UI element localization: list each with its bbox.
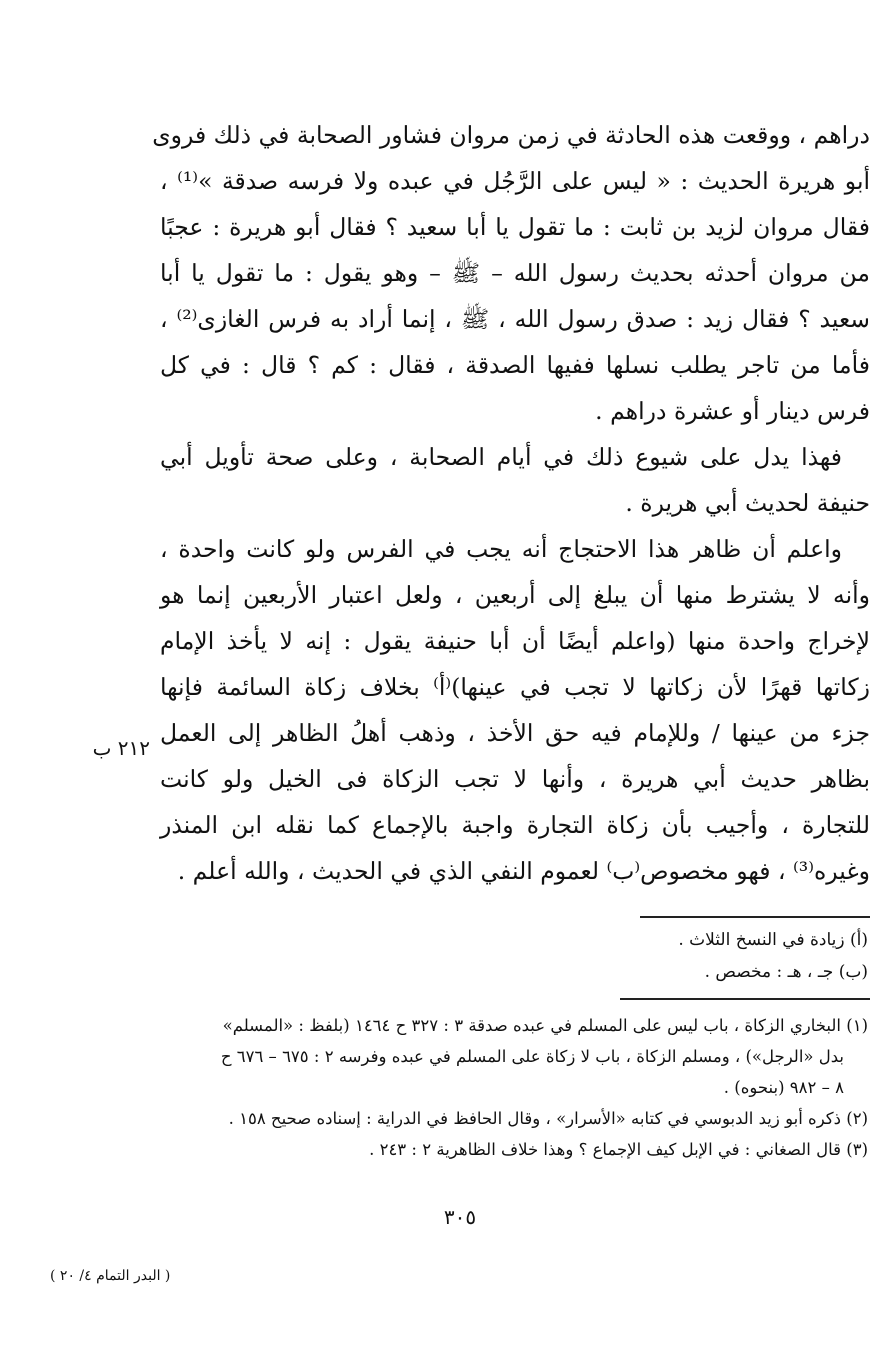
text-line: دراهم ، ووقعت هذه الحادثة في زمن مروان فشاور الصحابة في ذلك فروى xyxy=(152,121,870,149)
text-line: فهذا يدل على شيوع ذلك في أيام الصحابة ، وعلى صحة تأويل أبي xyxy=(160,443,842,471)
variant-notes xyxy=(160,924,868,988)
footnote-line: بدل «الرجل») ، ومسلم الزكاة ، باب لا زكاة على المسلم في عبده وفرسه ٢ : ٦٧٥ – ٦٧٦ ح xyxy=(220,1047,844,1066)
text-line: من مروان أحدثه بحديث رسول الله – ﷺ – وهو يقول : ما تقول يا أبا xyxy=(160,259,870,287)
text-line: حنيفة لحديث أبي هريرة . xyxy=(625,489,870,517)
text-line: فأما من تاجر يطلب نسلها ففيها الصدقة ، فقال : كم ؟ قال : في كل xyxy=(160,351,870,379)
text-line: فقال مروان لزيد بن ثابت : ما تقول يا أبا سعيد ؟ فقال أبو هريرة : عجبًا xyxy=(160,213,870,241)
footnotes-divider xyxy=(620,998,870,1000)
text-line: للتجارة ، وأجيب بأن زكاة التجارة واجبة بالإجماع كما نقله ابن المنذر xyxy=(160,811,870,839)
text-line: سعيد ؟ فقال زيد : صدق رسول الله ، ﷺ ، إنما أراد به فرس الغازى⁽²⁾ ، xyxy=(160,305,870,333)
footnote-line: (٢) ذكره أبو زيد الدبوسي في كتابه «الأسرار» ، وقال الحافظ في الدراية : إسناده صحيح ١٥٨ . xyxy=(228,1109,868,1128)
variant-note: (ب) جـ ، هـ : مخصص . xyxy=(704,962,868,982)
variant-note: (أ) زيادة في النسخ الثلاث . xyxy=(678,930,868,950)
text-line: واعلم أن ظاهر هذا الاحتجاج أنه يجب في الفرس ولو كانت واحدة ، xyxy=(160,535,842,563)
text-line: فرس دينار أو عشرة دراهم . xyxy=(595,397,870,425)
text-line: وغيره⁽³⁾ ، فهو مخصوص⁽ب⁾ لعموم النفي الذي في الحديث ، والله أعلم . xyxy=(177,857,870,885)
footnote-line: ٨ – ٩٨٢ (بنحوه) . xyxy=(723,1078,844,1097)
text-line: زكاتها قهرًا لأن زكاتها لا تجب في عينها)⁽أ⁾ بخلاف زكاة السائمة فإنها xyxy=(160,673,870,701)
main-text xyxy=(152,112,871,894)
footnote-line: (١) البخاري الزكاة ، باب ليس على المسلم في عبده صدقة ٣ : ٣٢٧ ح ١٤٦٤ (بلفظ : «المسلم» xyxy=(222,1016,868,1035)
footnote-line: (٣) قال الصغاني : في الإبل كيف الإجماع ؟ وهذا خلاف الظاهرية ٢ : ٢٤٣ . xyxy=(369,1140,868,1159)
printer-signature: ( البدر التمام ٤/ ٢٠ ) xyxy=(50,1268,171,1284)
variant-notes-divider xyxy=(640,916,870,918)
footnotes xyxy=(150,1010,868,1165)
text-line: وأنه لا يشترط منها أن يبلغ إلى أربعين ، ولعل اعتبار الأربعين إنما هو xyxy=(160,581,870,609)
text-line: لإخراج واحدة منها (واعلم أيضًا أن أبا حنيفة يقول : إنه لا يأخذ الإمام xyxy=(160,627,870,655)
page-number: ٣٠٥ xyxy=(443,1205,477,1229)
text-line: أبو هريرة الحديث : « ليس على الرَّجُل في عبده ولا فرسه صدقة »⁽¹⁾ ، xyxy=(160,167,871,195)
text-line: بظاهر حديث أبي هريرة ، وأنها لا تجب الزكاة فى الخيل ولو كانت xyxy=(160,765,870,793)
margin-folio-note: ٢١٢ ب xyxy=(92,736,150,760)
text-line: جزء من عينها / وللإمام فيه حق الأخذ ، وذهب أهلُ الظاهر إلى العمل xyxy=(160,719,870,747)
